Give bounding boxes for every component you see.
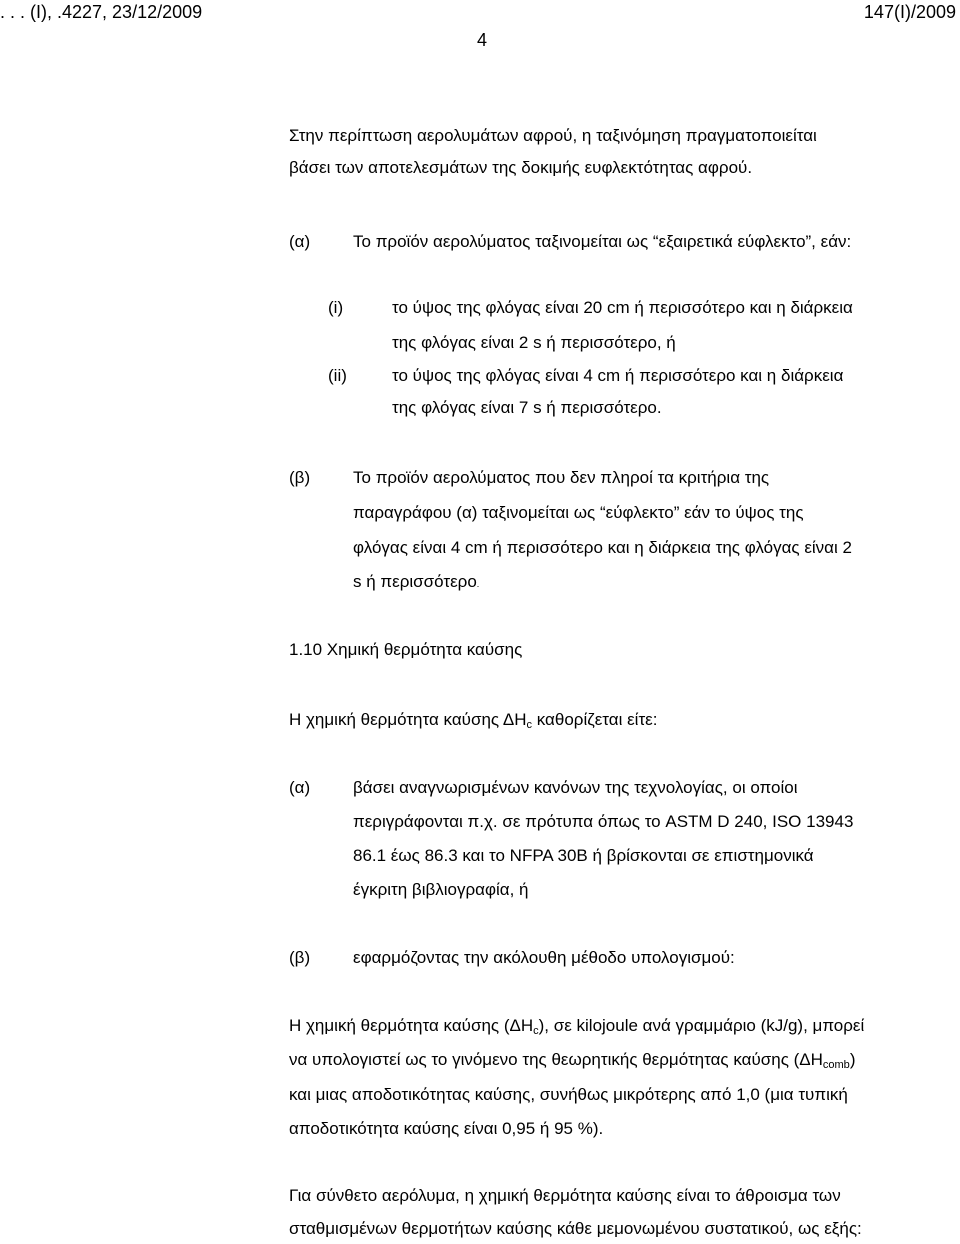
item-b-line-3: φλόγας είναι 4 cm ή περισσότερο και η διάρκεια της φλόγας είναι 2 (353, 538, 852, 557)
item-b-line-4-dot: . (476, 579, 480, 589)
sub-i-line-1: το ύψος της φλόγας είναι 20 cm ή περισσότερο και η διάρκεια (392, 298, 853, 317)
sub-i-line-2: της φλόγας είναι 2 s ή περισσότερο, ή (392, 333, 676, 352)
calc-line-2-subscript: comb (822, 1059, 850, 1071)
sub-ii-label: (ii) (328, 366, 347, 385)
option-a-line-2: περιγράφονται π.χ. σε πρότυπα όπως το ASTM D 240, ISO 13943 (353, 812, 854, 831)
sub-ii-line-2: της φλόγας είναι 7 s ή περισσότερο. (392, 398, 662, 417)
item-b-line-4 (353, 572, 479, 592)
calc-line-1 (289, 1016, 864, 1036)
option-b-text: εφαρμόζοντας την ακόλουθη μέθοδο υπολογισμού: (353, 948, 735, 967)
calc-line-1-text-end: ), σε kilojoule ανά γραμμάριο (kJ/g), μπορεί (538, 1016, 865, 1035)
calc-line-1-subscript: c (533, 1025, 539, 1037)
option-a-line-1: βάσει αναγνωρισμένων κανόνων της τεχνολογίας, οι οποίοι (353, 778, 798, 797)
calc-line-2-text: να υπολογιστεί ως το γινόμενο της θεωρητικής θερμότητας καύσης (ΔΗ (289, 1050, 823, 1069)
item-b-line-2: παραγράφου (α) ταξινομείται ως “εύφλεκτο” εάν το ύψος της (353, 503, 804, 522)
page-number: 4 (477, 30, 488, 50)
option-a-line-3: 86.1 έως 86.3 και το NFPA 30B ή βρίσκονται σε επιστημονικά (353, 846, 814, 865)
intro-subscript: c (526, 719, 533, 731)
option-a-label: (α) (289, 778, 311, 797)
calc-line-2-text-end: ) (849, 1050, 856, 1069)
sub-i-label: (i) (328, 298, 344, 317)
calc-line-2 (289, 1050, 855, 1070)
section-heading: 1.10 Χημική θερμότητα καύσης (289, 640, 523, 659)
calc-line-3: και μιας αποδοτικότητας καύσης, συνήθως μικρότερης από 1,0 (μια τυπική (289, 1085, 848, 1104)
intro-text: Η χημική θερμότητα καύσης ΔΗ (289, 710, 527, 729)
item-a-text: Το προϊόν αερολύματος ταξινομείται ως “εξαιρετικά εύφλεκτο”, εάν: (353, 232, 852, 251)
option-b-label: (β) (289, 948, 311, 967)
header-right: 147(I)/2009 (863, 2, 956, 22)
header-left: . . . (Ι), .4227, 23/12/2009 (0, 2, 203, 22)
item-b-line-4-text: s ή περισσότερο (353, 572, 477, 591)
calc-line-1-text: Η χημική θερμότητα καύσης (ΔΗ (289, 1016, 534, 1035)
item-b-line-1: Το προϊόν αερολύματος που δεν πληροί τα κριτήρια της (353, 468, 770, 487)
section-intro (289, 710, 657, 730)
composite-line-2: σταθμισμένων θερμοτήτων καύσης κάθε μεμονωμένου συστατικού, ως εξής: (289, 1219, 862, 1238)
composite-line-1: Για σύνθετο αερόλυμα, η χημική θερμότητα καύσης είναι το άθροισμα των (289, 1186, 841, 1205)
foam-line-1: Στην περίπτωση αερολυμάτων αφρού, η ταξινόμηση πραγματοποιείται (289, 126, 817, 145)
item-b-label: (β) (289, 468, 311, 487)
calc-line-4: αποδοτικότητα καύσης είναι 0,95 ή 95 %). (289, 1119, 604, 1138)
sub-ii-line-1: το ύψος της φλόγας είναι 4 cm ή περισσότερο και η διάρκεια (392, 366, 844, 385)
intro-text-end: καθορίζεται είτε: (532, 710, 658, 729)
option-a-line-4: έγκριτη βιβλιογραφία, ή (353, 880, 529, 899)
item-a-label: (α) (289, 232, 311, 251)
foam-line-2: βάσει των αποτελεσμάτων της δοκιμής ευφλεκτότητας αφρού. (289, 158, 753, 177)
